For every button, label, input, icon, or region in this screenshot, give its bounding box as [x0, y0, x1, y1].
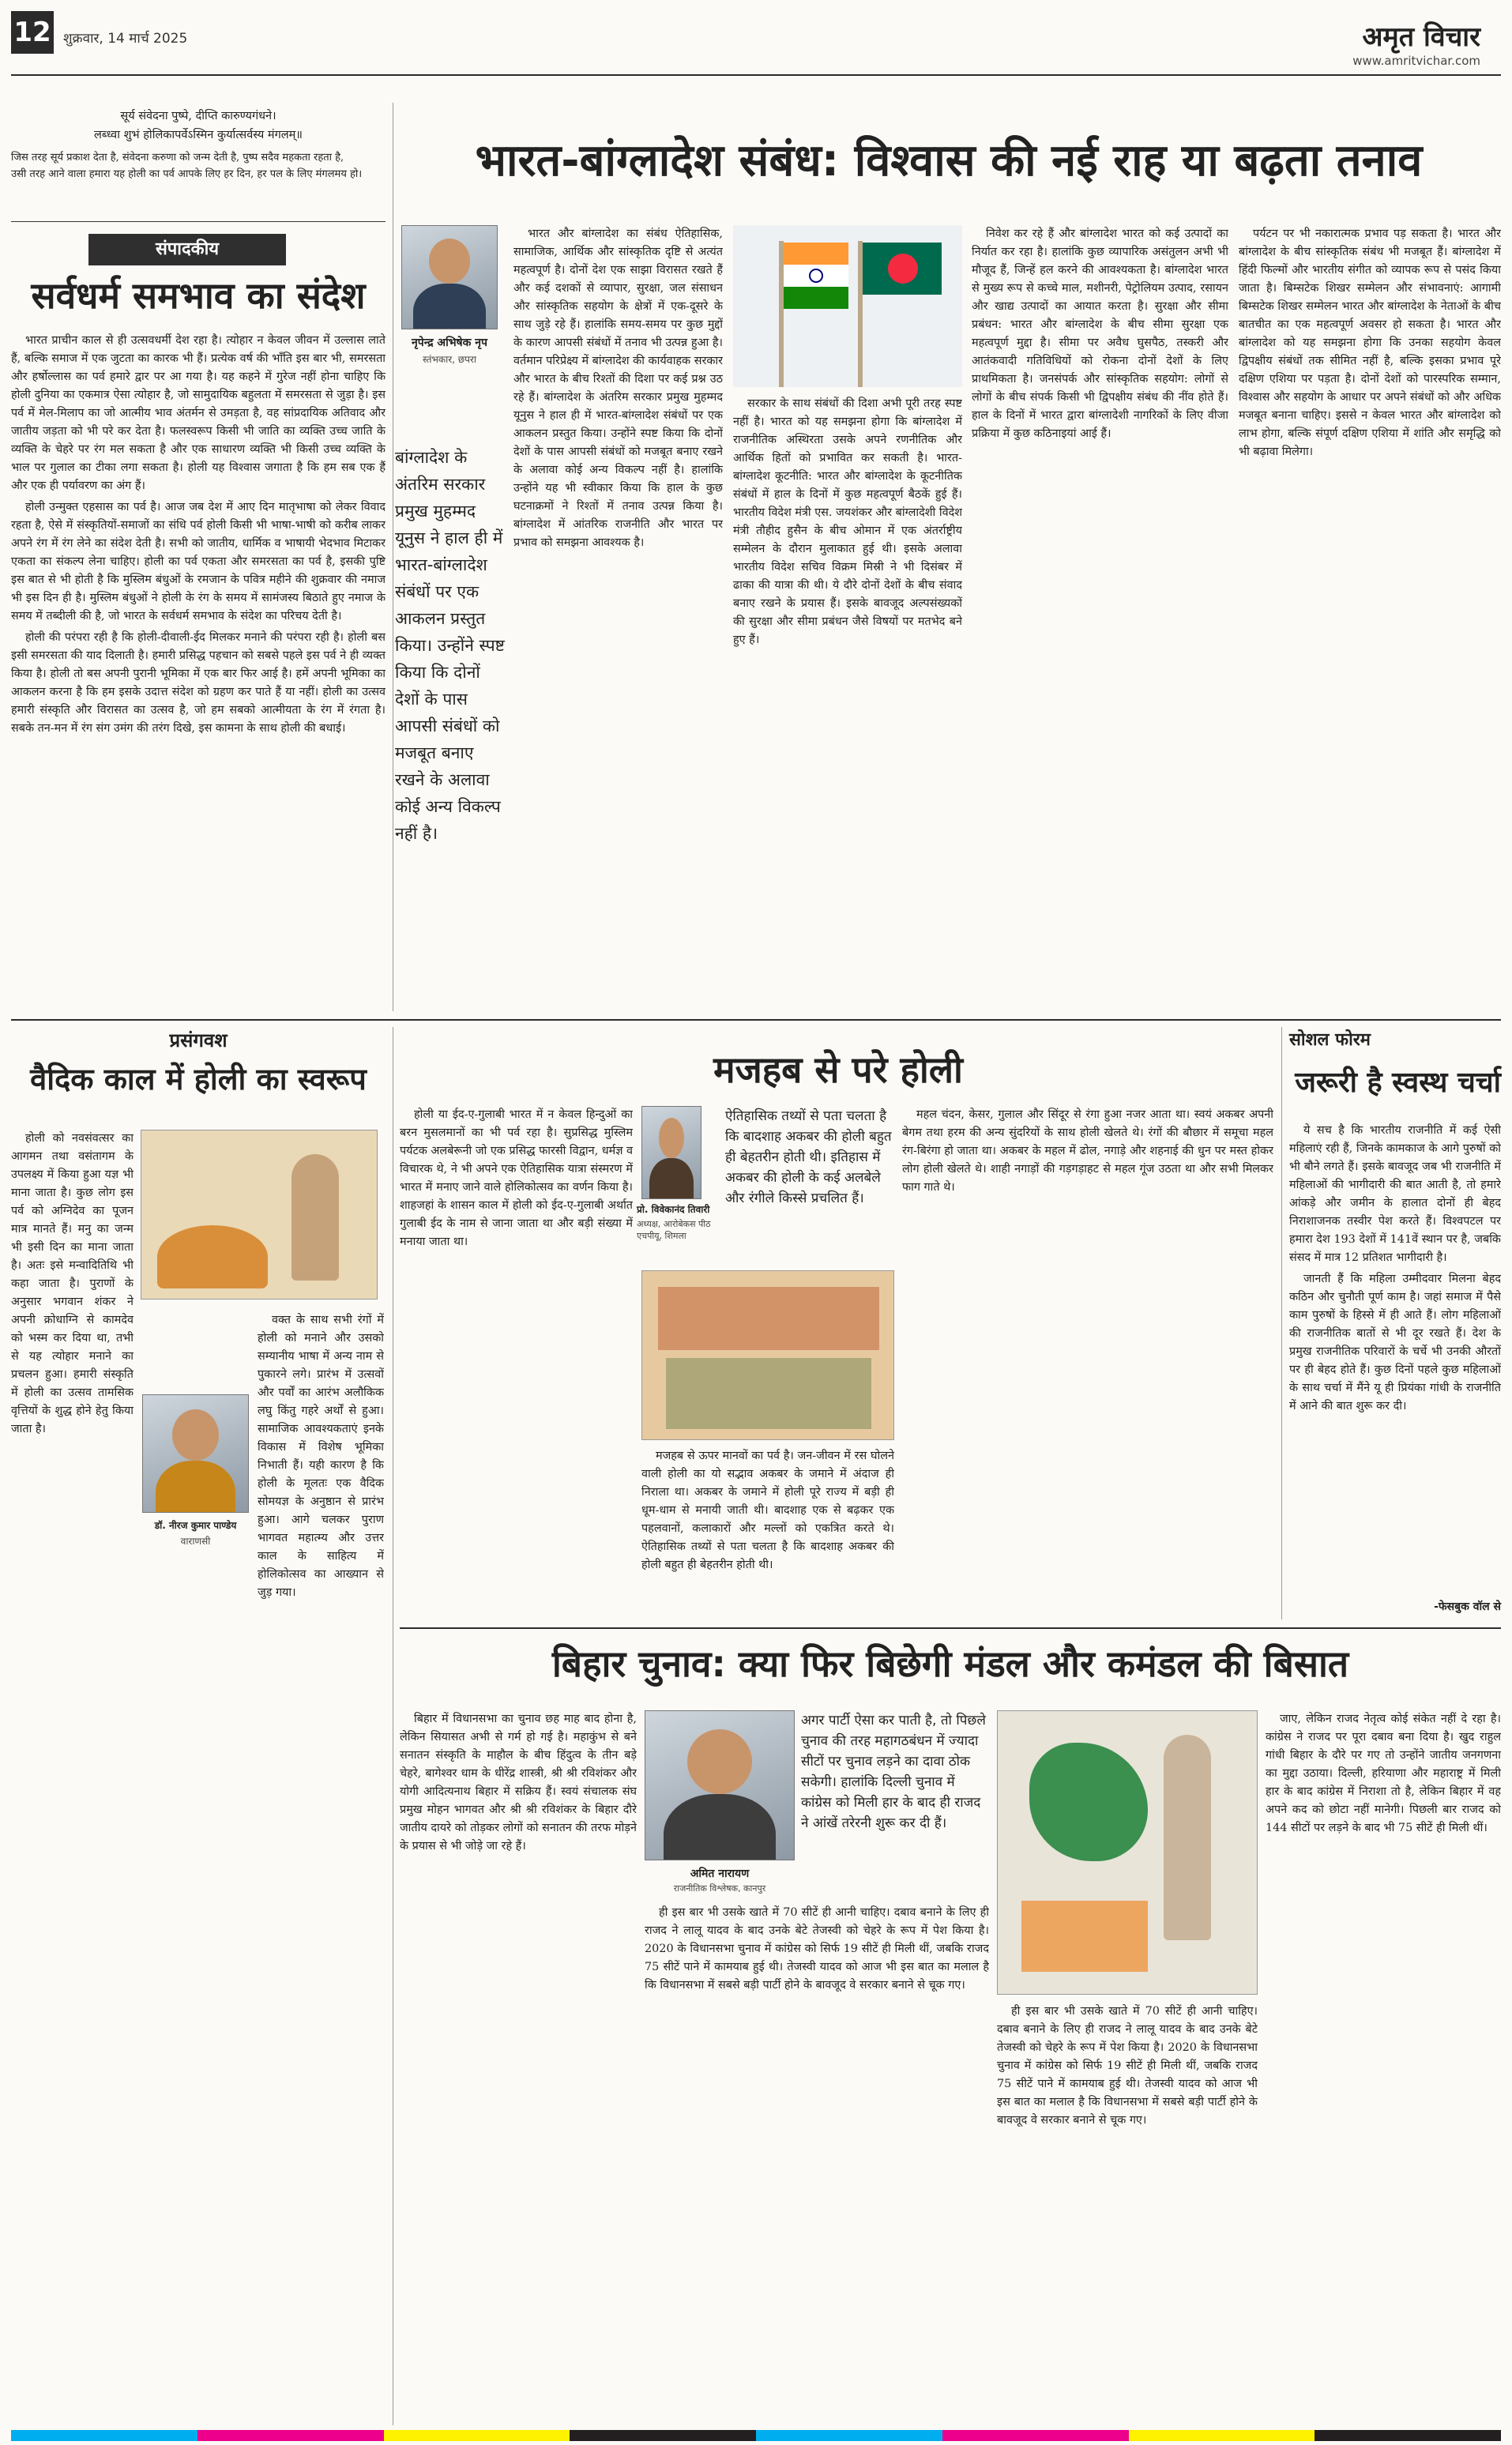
- main-column-1: [513, 225, 723, 1003]
- vedic-paragraph: वक्त के साथ सभी रंगों में होली को मनाने और उसको सम्यानीय भाषा में अन्य नाम से पुकारने लगे। प्रारंभ में उत्सवों और पर्वों का आरंभ अलौकिक लघु किंतु गहरे अर्थों से हुआ। सामाजिक आवश्यकताएं इनके विकास में विशेष भूमिका निभाती हैं। यही कारण है कि होली के मूलतः एक वैदिक सोमयज्ञ के अनुष्ठान से प्रारंभ हुआ। आगे चलकर पुराण भागवत महात्म्य और उत्तर काल के साहित्य में होलिकोत्सव का आख्यान से जुड़ गया।: [258, 1314, 384, 1599]
- section-rule: [11, 1019, 1501, 1021]
- holi-headline: मजहब से परे होली: [713, 1048, 963, 1091]
- bihar-headline: बिहार चुनाव: क्या फिर बिछेगी मंडल और कमंडल की बिसात: [551, 1642, 1349, 1685]
- holi-column-3: [902, 1106, 1273, 1612]
- author-photo: [401, 225, 498, 329]
- verse-divider: [11, 221, 386, 222]
- india-bangladesh-flags-image: [733, 225, 962, 387]
- verse-line-1: सूर्य संवेदना पुष्पे, दीप्ति कारुण्यगंधने।: [120, 110, 276, 122]
- main-paragraph: पर्यटन पर भी नकारात्मक प्रभाव पड़ सकता है। भारत और बांग्लादेश के बीच सांस्कृतिक संबंध भी मजबूत हैं। बांग्लादेश में हिंदी फिल्मों और भारतीय संगीत को व्यापक रूप से पसंद किया जाता है। बिम्सटेक शिखर सम्मेलन और संभावनाएं: आगामी बिम्सटेक शिखर सम्मेलन भारत और बांग्लादेश के नेताओं के बीच बातचीत का एक महत्वपूर्ण अवसर हो सकता है। भारत और बांग्लादेश को यह समझना होगा कि उनका सहयोग केवल द्विपक्षीय संबंधों तक सीमित नहीं है, बल्कि इसका प्रभाव पूरे दक्षिण एशिया पर पड़ता है। दोनों देशों को पारस्परिक सम्मान, विश्वास और सहयोग के आधार पर अपने संबंधों को और अधिक मजबूत बनाना चाहिए। इससे न केवल भारत और बांग्लादेश को लाभ होगा, बल्कि संपूर्ण दक्षिण एशिया में शांति और समृद्धि को भी बढ़ावा मिलेगा।: [1239, 228, 1501, 458]
- holi-paragraph: मजहब से ऊपर मानवों का पर्व है। जन-जीवन में रस घोलने वाली होली का यो सद्भाव अकबर के जमाने में अंदाज ही निराला था। अकबर के जमाने में होली पूरे राज्य में बड़ी ही धूम-धाम से मनायी जाती थी। बादशाह एक से बढ़कर एक पहलवानों, कलाकारों और मल्लों को एकत्रित करते थे। ऐतिहासिक तथ्यों से पता चलता है कि बादशाह अकबर की होली बहुत ही बेहतरीन होती थी।: [641, 1450, 894, 1571]
- social-column-1: [1289, 1122, 1501, 1612]
- main-pull-quote: बांग्लादेश के अंतरिम सरकार प्रमुख मुहम्मद यूनुस ने हाल ही में भारत-बांग्लादेश संबंधों पर एक आकलन प्रस्तुत किया। उन्होंने स्पष्ट किया कि दोनों देशों के पास आपसी संबंधों को मजबूत बनाए रखने के अलावा कोई अन्य विकल्प नहीं है।: [395, 448, 505, 843]
- editorial-paragraph: भारत प्राचीन काल से ही उत्सवधर्मी देश रहा है। त्योहार न केवल जीवन में उल्लास लाते हैं, बल्कि समाज में एक जुटता का कारक भी हैं। प्रत्येक वर्ष की भाँति इस बार भी, समरसता और हर्षोल्लास का पर्व हमारे द्वार पर आ गया है। यह कहने में गुरेज नहीं होना चाहिए कि होली दुनिया का एकमात्र ऐसा त्योहार है, जो सामुदायिक बहुलता में समरसता से जुड़ा है। इस पर्व में मेल-मिलाप का जो आत्मीय भाव अंतर्मन से उमड़ता है, वह सांप्रदायिक अतिवाद और जातीय जड़ता को भी परे कर देता है। फलस्वरूप किसी भी जाति का व्यक्ति उच्च जाति के व्यक्ति के चेहरे पर रंग मल सकता है और एक साधारण व्यक्ति भी किसी उच्च व्यक्ति के भाल पर गुलाल का टीका लगा सकता है। होली यह विश्वास जगाता है कि हम सब एक हैं और एक ही पर्यावरण का अंग हैं।: [11, 334, 386, 492]
- bihar-paragraph: ही इस बार भी उसके खाते में 70 सीटें ही आनी चाहिए। दबाव बनाने के लिए ही राजद ने लालू यादव के बाद उनके बेटे तेजस्वी को चेहरे के रूप में पेश किया है। 2020 के विधानसभा चुनाव में कांग्रेस को सिर्फ 19 सीटें ही मिली थीं, जबकि राजद 75 सीटें पाने में कामयाब हुई थी। तेजस्वी यादव को आज भी इस बात का मलाल है कि विधानसभा में सबसे बड़ी पार्टी होने के बावजूद वे सरकार बनाने से चूक गए।: [645, 1906, 989, 1992]
- verse-translation-1: जिस तरह सूर्य प्रकाश देता है, संवेदना करुणा को जन्म देती है, पुष्प सदैव महकता रहता है,: [11, 152, 344, 164]
- verse-translation-2: उसी तरह आने वाला हमारा यह होली का पर्व आपके लिए हर दिन, हर पल के लिए मंगलमय हो।: [11, 168, 363, 180]
- vedic-column-1: [11, 1130, 134, 2425]
- bihar-election-image: [997, 1710, 1258, 1995]
- vedic-author-place: वाराणसी: [180, 1536, 211, 1547]
- vedic-kicker: प्रसंगवश: [169, 1029, 228, 1051]
- social-signature: -फेसबुक वॉल से: [1434, 1601, 1501, 1613]
- vedic-paragraph: होली को नवसंवत्सर का आगमन तथा वसंतागम के उपलक्ष्य में किया हुआ यज्ञ भी माना जाता है। कुछ लोग इस पर्व को अग्निदेव का पूजन मात्र मानते हैं। मनु का जन्म भी इसी दिन का माना जाता है। अतः इसे मन्वादितिथि भी कहा जाता है। पुराणों के अनुसार भगवान शंकर ने अपनी क्रोधाग्नि से कामदेव को भस्म कर दिया था, तभी से यह त्योहार मनाने का प्रचलन हुआ। हमारी संस्कृति में होली का उत्सव तामसिक वृत्तियों के शुद्ध होने हेतु किया जाता है।: [11, 1132, 134, 1435]
- editorial-paragraph: होली उन्मुक्त एहसास का पर्व है। आज जब देश में आए दिन मातृभाषा को लेकर विवाद रहता है, ऐसे में संस्कृतियों-समाजों का संधि पर्व होली किसी भी भाषा-भाषी को करीब लाकर अपने रंग में रंग लेने का संदेश देती है। सभी को जातीय, धार्मिक व भाषायी भेदभाव मिटाकर एकता का संकल्प लेना चाहिए। होली का पर्व एकता और समरसता का पर्व है, इसकी पुष्टि इस बात से भी होती है कि मुस्लिम बंधुओं के रमजान के पवित्र महीने की शुक्रवार की नमाज भी इस दिन ही है। मुस्लिम बंधुओं ने होली के रंग के समय में सामंजस्य बिठाते हुए नमाज के समय में तब्दीली की है, जो भारत के सर्वधर्म समभाव के संदेश का परिचय देती है।: [11, 501, 386, 623]
- verse-line-2: लब्ध्वा शुभं होलिकापर्वेऽस्मिन कुर्यात्सर्वस्य मंगलम्॥: [94, 129, 303, 141]
- holi-paragraph: होली या ईद-ए-गुलाबी भारत में न केवल हिन्दुओं का बरन मुसलमानों का भी पर्व रहा है। सुप्रसिद्ध मुस्लिम पर्यटक अलबेरूनी जो एक प्रसिद्ध फारसी विद्वान, धर्मज्ञ व विचारक थे, ने भी अपने एक ऐतिहासिक यात्रा संस्मरण में भारत में मनाए जाने वाले होलिकोत्सव का वर्णन किया है। शाहजहां के शासन काल में होली को ईद-ए-गुलाबी अर्थात गुलाबी ईद के नाम से जाना जाता था और बड़ी संख्या में मनाया जाता था।: [400, 1108, 633, 1248]
- bihar-paragraph: ही इस बार भी उसके खाते में 70 सीटें ही आनी चाहिए। दबाव बनाने के लिए ही राजद ने लालू यादव के बाद उनके बेटे तेजस्वी को चेहरे के रूप में पेश किया है। 2020 के विधानसभा चुनाव में कांग्रेस को सिर्फ 19 सीटें ही मिली थीं, जबकि राजद 75 सीटें पाने में कामयाब हुई थी। तेजस्वी यादव को आज भी इस बात का मलाल है कि विधानसभा में सबसे बड़ी पार्टी होने के बावजूद वे सरकार बनाने से चूक गए।: [997, 2005, 1258, 2127]
- social-headline: जरूरी है स्वस्थ चर्चा: [1295, 1066, 1501, 1099]
- main-column-2: [733, 395, 962, 1003]
- holi-author-role: अध्यक्ष, आरोबेकस पीठ एचपीयू, शिमला: [637, 1219, 711, 1241]
- main-column-3: [972, 225, 1228, 1003]
- verse-box: [11, 107, 386, 217]
- bihar-paragraph: बिहार में विधानसभा का चुनाव छह माह बाद होना है, लेकिन सियासत अभी से गर्म हो गई है। महाकुंभ से बने सनातन संस्कृति के माहौल के बीच हिंदुत्व के तीन बड़े चेहरे, बागेश्वर धाम के धीरेंद्र शास्त्री, श्री श्री रविशंकर और योगी आदित्यनाथ बिहार में सक्रिय हैं। स्वयं संचालक संघ प्रमुख मोहन भागवत और श्री श्री रविशंकर के बिहार दौरे जातीय दायरे को तोड़कर लोगों को सनातन की तरफ मोड़ने के प्रयास से भी जोड़े जा रहे हैं।: [400, 1713, 637, 1853]
- editorial-paragraph: होली की परंपरा रही है कि होली-दीवाली-ईद मिलकर मनाने की परंपरा रही है। होली बस इसी समरसता की याद दिलाती है। हमारी प्रसिद्ध पहचान को सबसे पहले इस पर्व ने ही व्यक्त किया है। होली तो बस अपनी पुरानी भूमिका में एक बार फिर आई है। हमें अपनी भूमिका का आकलन करना है कि हम इसके उदात्त संदेश को ग्रहण कर पाते हैं या नहीं। होली का उत्सव हमारी संस्कृति और विरासत का उत्सव है, जो हम सबको आत्मीयता के रंग में रंगता है। सबके तन-मन में रंग संग उमंग की तरंग दिखे, इस कामना के साथ होली की बधाई।: [11, 631, 386, 735]
- bihar-column-3: [997, 2003, 1258, 2421]
- bihar-paragraph: जाए, लेकिन राजद नेतृत्व कोई संकेत नहीं दे रहा है। कांग्रेस ने राजद पर पूरा दबाव बना दिया है। खुद राहुल गांधी बिहार के दौरे पर गए तो उन्होंने जातीय जनगणना का मुद्दा उठाया। दिल्ली, हरियाणा और महाराष्ट्र में मिली हार के बाद कांग्रेस में निराशा तो है, लेकिन बिहार में वह अपने कद को छोटा नहीं मानेगी। पिछली बार राजद को 144 सीटों पर लड़ने के बाद भी 75 सीटें ही मिली थीं।: [1266, 1713, 1501, 1834]
- issue-date: शुक्रवार, 14 मार्च 2025: [63, 31, 188, 47]
- main-paragraph: निवेश कर रहे हैं और बांग्लादेश भारत को कई उत्पादों का निर्यात कर रहा है। हालांकि कुछ व्यापारिक असंतुलन अभी भी मौजूद हैं, जिन्हें हल करने की आवश्यकता है। बांग्लादेश भारत से मुख्य रूप से कच्चे माल, मशीनरी, पेट्रोलियम उत्पाद, रसायन और खाद्य उत्पादों का आयात करता है। सुरक्षा और सीमा प्रबंधन: भारत और बांग्लादेश के बीच सीमा सुरक्षा एक महत्वपूर्ण मुद्दा है। सीमा पर अवैध घुसपैठ, तस्करी और आतंकवादी गतिविधियों को रोकना दोनों देशों के लिए प्राथमिकता है। जनसंपर्क और सांस्कृतिक सहयोग: लोगों से लोगों के बीच संपर्क किसी भी द्विपक्षीय संबंध की नींव होते हैं। हाल के दिनों में भारत द्वारा बांग्लादेशी नागरिकों के लिए वीजा प्रक्रिया में कुछ कठिनाइयां आई हैं।: [972, 228, 1228, 440]
- newspaper-brand-logo: अमृत विचार: [1362, 21, 1480, 53]
- section-rule: [400, 1627, 1501, 1629]
- social-kicker: सोशल फोरम: [1289, 1030, 1371, 1050]
- main-paragraph: सरकार के साथ संबंधों की दिशा अभी पूरी तरह स्पष्ट नहीं है। भारत को यह समझना होगा कि बांग्लादेश में राजनीतिक अस्थिरता उसके अपने रणनीतिक और आर्थिक हितों को प्रभावित कर सकती है। भारत-बांग्लादेश कूटनीति: भारत और बांग्लादेश के कूटनीतिक संबंधों में हाल के दिनों में कुछ महत्वपूर्ण बैठकें हुई हैं। भारतीय विदेश मंत्री एस. जयशंकर और बांग्लादेशी विदेश मंत्री तौहीद हुसैन के बीच ओमान में एक अंतर्राष्ट्रीय सम्मेलन के दौरान मुलाकात हुई थी। इसके अलावा भारतीय विदेश सचिव विक्रम मिस्री ने भी दिसंबर में ढाका की यात्रा की थी। ये दौरे दोनों देशों के बीच संवाद बनाए रखने के प्रयास हैं। इसके बावजूद अल्पसंख्यकों की सुरक्षा और सीमा प्रबंधन जैसे विषयों पर मतभेद बने हुए हैं।: [733, 397, 962, 646]
- main-column-4: [1239, 225, 1501, 1003]
- vedic-author-photo: [142, 1394, 249, 1513]
- bihar-column-1: [400, 1710, 637, 2421]
- bihar-column-2: [645, 1904, 989, 2421]
- social-paragraph: ये सच है कि भारतीय राजनीति में कई ऐसी महिलाएं रही हैं, जिनके कामकाज के आगे पुरुषों को भी बौने लगते हैं। इसके बावजूद जब भी राजनीति में महिलाओं की भागीदारी की बात आती है, तो हमारे आंकड़े और जमीन के हालात दोनों ही बेहद निराशाजनक तस्वीर पेश करते हैं। विश्वपटल पर हमारा देश 193 देशों में 141वें स्थान पर है, जबकि संसद में मात्र 12 प्रतिशत भागीदारी है।: [1289, 1124, 1501, 1264]
- holika-illustration: [141, 1130, 378, 1300]
- bihar-author-photo: [645, 1710, 795, 1860]
- bihar-column-4: [1266, 1710, 1501, 2421]
- page-number: 12: [11, 11, 54, 54]
- newspaper-url[interactable]: www.amritvichar.com: [1352, 54, 1480, 68]
- vedic-author-name: डॉ. नीरज कुमार पाण्डेय: [154, 1520, 237, 1531]
- author-name: नृपेन्द्र अभिषेक नृप: [412, 337, 487, 349]
- main-paragraph: भारत और बांग्लादेश का संबंध ऐतिहासिक, सामाजिक, आर्थिक और सांस्कृतिक दृष्टि से अत्यंत महत्वपूर्ण है। दोनों देश एक साझा विरासत रखते हैं और कई दशकों से व्यापार, सुरक्षा, जल संसाधन और सांस्कृतिक सहयोग के क्षेत्रों में एक-दूसरे के साथ जुड़े रहे हैं। हालांकि समय-समय पर कुछ मुद्दों के कारण आपसी संबंधों में तनाव भी उत्पन्न हुआ है। वर्तमान परिप्रेक्ष्य में बांग्लादेश की कार्यवाहक सरकार और भारत के बीच रिश्तों की दिशा पर कई प्रश्न उठ रहे हैं। बांग्लादेश के अंतरिम सरकार प्रमुख मुहम्मद यूनुस ने हाल ही में भारत-बांग्लादेश संबंधों पर एक आकलन प्रस्तुत किया। उन्होंने स्पष्ट किया कि दोनों देशों के पास आपसी संबंधों को मजबूत बनाए रखने के अलावा कोई अन्य विकल्प नहीं है। हालांकि उन्होंने यह भी स्वीकार किया कि हाल के कुछ घटनाक्रमों ने रिश्तों में तनाव उत्पन्न किया है। बांग्लादेश में आंतरिक राजनीति और भारत पर प्रभाव को समझना आवश्यक है।: [513, 228, 723, 549]
- column-divider: [1281, 1027, 1282, 1619]
- editorial-body: [11, 332, 386, 1003]
- holi-pull-quote: ऐतिहासिक तथ्यों से पता चलता है कि बादशाह अकबर की होली बहुत ही बेहतरीन होती थी। इतिहास में अकबर की होली के कई अलबेले और रंगीले किस्से प्रचलित हैं।: [725, 1108, 892, 1206]
- holi-author-name: प्रो. विवेकानंद तिवारी: [637, 1204, 710, 1215]
- holi-column-1: [400, 1106, 633, 1612]
- bihar-pull-quote: अगर पार्टी ऐसा कर पाती है, तो पिछले चुनाव की तरह महागठबंधन में ज्यादा सीटों पर चुनाव लड़ने का दावा ठोक सकेगी। हालांकि दिल्ली चुनाव में कांग्रेस को मिली हार के बाद ही राजद ने आंखें तरेरनी शुरू कर दी हैं।: [801, 1713, 986, 1831]
- masthead-rule: [11, 74, 1501, 76]
- holi-author-photo: [641, 1106, 701, 1199]
- author-role: स्तंभकार, छपरा: [422, 354, 477, 365]
- bihar-author-role: राजनीतिक विश्लेषक, कानपुर: [673, 1883, 766, 1894]
- holi-column-2: [641, 1447, 894, 1613]
- print-color-strip: [11, 2430, 1501, 2441]
- vedic-headline: वैदिक काल में होली का स्वरूप: [30, 1062, 367, 1096]
- holi-paragraph: महल चंदन, केसर, गुलाल और सिंदूर से रंगा हुआ नजर आता था। स्वयं अकबर अपनी बेगम तथा हरम की अन्य सुंदरियों के साथ होली खेलते थे। रंगों की बौछार में समूचा महल रंग-बिरंगा हो जाता था। अकबर के महल में ढोल, नगाड़े और शहनाई की धुन पर मस्त होकर लोग होली खेलते थे। शाही नगाड़ों की गड़गड़ाहट से महल गूंज उठता था और सभी मिलकर फाग गाते थे।: [902, 1108, 1273, 1194]
- mughal-holi-painting: [641, 1270, 894, 1440]
- social-paragraph: जानती हैं कि महिला उम्मीदवार मिलना बेहद कठिन और चुनौती पूर्ण काम है। जहां समाज में पैसे काम पुरुषों के हिस्से में ही आते हैं। लोग महिलाओं की राजनीतिक बातों से भी दूर रखते हैं। देश के प्रमुख राजनीतिक परिवारों के चर्चे भी उनकी औरतों पर ही बेहद होते हैं। कुछ दिनों पहले कुछ महिलाओं के साथ चर्चा में मैंने यू ही प्रियंका गांधी के राजनीति में आने की बात शुरू कर दी।: [1289, 1273, 1501, 1412]
- vedic-column-2: [258, 1311, 384, 2425]
- editorial-kicker: संपादकीय: [88, 234, 286, 265]
- main-headline: भारत-बांग्लादेश संबंध: विश्वास की नई राह या बढ़ता तनाव: [475, 135, 1423, 186]
- editorial-headline: सर्वधर्म समभाव का संदेश: [31, 274, 366, 317]
- bihar-author-name: अमित नारायण: [690, 1868, 750, 1880]
